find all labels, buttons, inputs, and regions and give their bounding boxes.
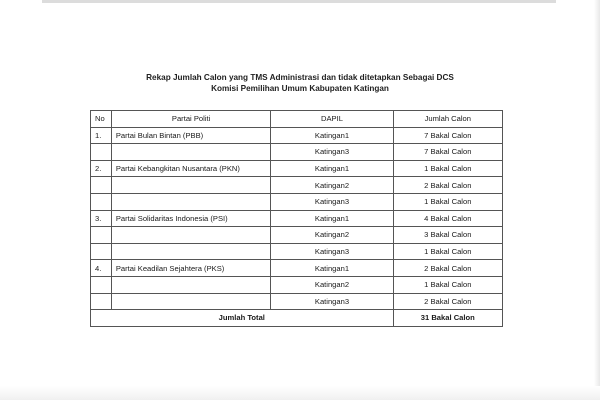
cell-no <box>91 177 112 194</box>
rekap-table <box>90 110 503 327</box>
cell-dapil: Katingan3 <box>271 193 393 210</box>
cell-dapil: Katingan3 <box>271 144 393 161</box>
total-label: Jumlah Total <box>91 310 394 327</box>
cell-dapil: Katingan1 <box>271 127 393 144</box>
cell-no <box>91 276 112 293</box>
cell-dapil: Katingan2 <box>271 177 393 194</box>
cell-dapil: Katingan1 <box>271 160 393 177</box>
cell-no: 4. <box>91 260 112 277</box>
cell-jumlah: 7 Bakal Calon <box>393 127 502 144</box>
table-row <box>91 243 503 260</box>
table-row <box>91 293 503 310</box>
table-row <box>91 177 503 194</box>
cell-no: 3. <box>91 210 112 227</box>
table-row <box>91 260 503 277</box>
cell-jumlah: 3 Bakal Calon <box>393 227 502 244</box>
cell-party <box>111 293 271 310</box>
table-row <box>91 276 503 293</box>
cell-jumlah: 1 Bakal Calon <box>393 193 502 210</box>
document-subtitle: Komisi Pemilihan Umum Kabupaten Katingan <box>211 84 389 93</box>
cell-dapil: Katingan1 <box>271 260 393 277</box>
table-row <box>91 160 503 177</box>
cell-no <box>91 193 112 210</box>
table-row <box>91 193 503 210</box>
cell-dapil: Katingan2 <box>271 276 393 293</box>
table-row <box>91 227 503 244</box>
cell-jumlah: 7 Bakal Calon <box>393 144 502 161</box>
cell-party <box>111 243 271 260</box>
table-row <box>91 144 503 161</box>
cell-no <box>91 293 112 310</box>
cell-jumlah: 1 Bakal Calon <box>393 276 502 293</box>
cell-party <box>111 193 271 210</box>
document-heading <box>0 72 600 94</box>
table-row <box>91 127 503 144</box>
header-no: No <box>91 111 112 128</box>
cell-dapil: Katingan3 <box>271 293 393 310</box>
header-dapil: DAPIL <box>271 111 393 128</box>
header-jumlah: Jumlah Calon <box>393 111 502 128</box>
table-row <box>91 210 503 227</box>
page-bottom-shade <box>0 386 600 400</box>
cell-party: Partai Solidaritas Indonesia (PSI) <box>111 210 271 227</box>
cell-jumlah: 2 Bakal Calon <box>393 260 502 277</box>
cell-no <box>91 227 112 244</box>
cell-dapil: Katingan3 <box>271 243 393 260</box>
table-total-row <box>91 310 503 327</box>
cell-no <box>91 243 112 260</box>
cell-party <box>111 276 271 293</box>
cell-jumlah: 2 Bakal Calon <box>393 177 502 194</box>
cell-party: Partai Kebangkitan Nusantara (PKN) <box>111 160 271 177</box>
cell-jumlah: 4 Bakal Calon <box>393 210 502 227</box>
cell-party: Partai Bulan Bintan (PBB) <box>111 127 271 144</box>
cell-jumlah: 2 Bakal Calon <box>393 293 502 310</box>
cell-no: 1. <box>91 127 112 144</box>
page-top-edge <box>42 0 556 3</box>
cell-dapil: Katingan1 <box>271 210 393 227</box>
cell-no: 2. <box>91 160 112 177</box>
cell-party <box>111 144 271 161</box>
cell-no <box>91 144 112 161</box>
document-title: Rekap Jumlah Calon yang TMS Administrasi dan tidak ditetapkan Sebagai DCS <box>146 73 454 82</box>
table-header-row <box>91 111 503 128</box>
cell-jumlah: 1 Bakal Calon <box>393 243 502 260</box>
header-party: Partai Politi <box>111 111 271 128</box>
cell-jumlah: 1 Bakal Calon <box>393 160 502 177</box>
cell-party <box>111 227 271 244</box>
cell-dapil: Katingan2 <box>271 227 393 244</box>
cell-party: Partai Keadilan Sejahtera (PKS) <box>111 260 271 277</box>
total-value: 31 Bakal Calon <box>393 310 502 327</box>
page-right-edge <box>594 0 600 400</box>
cell-party <box>111 177 271 194</box>
